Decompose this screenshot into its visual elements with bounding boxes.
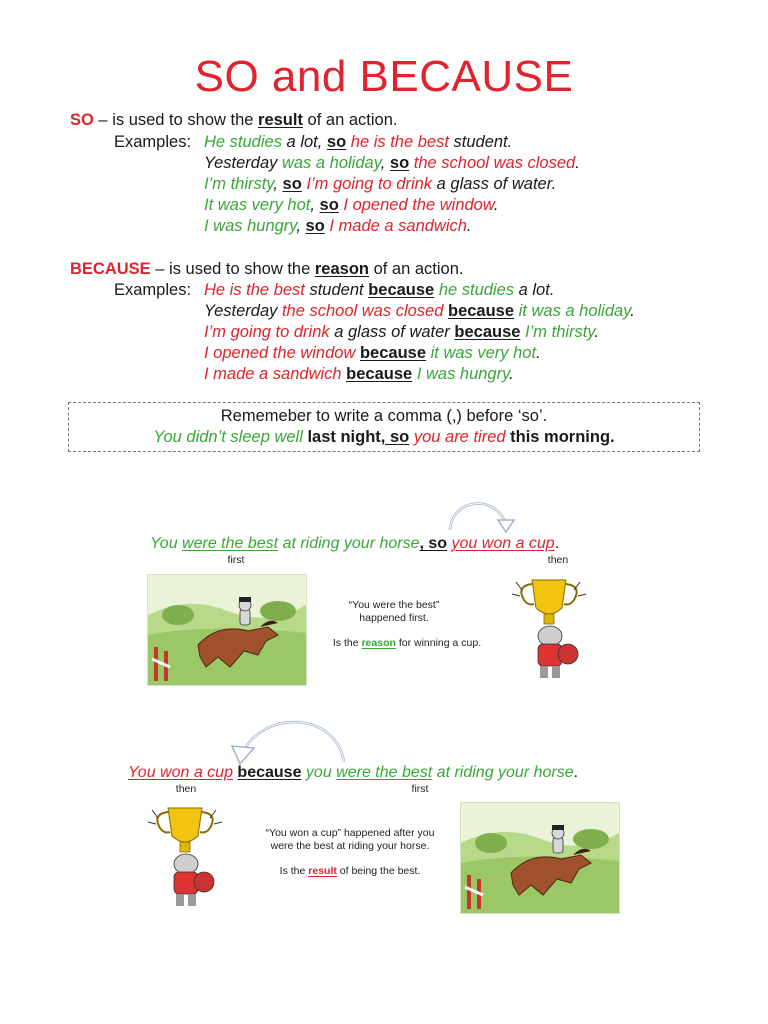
so-def-pre: – is used to show the (93, 111, 259, 129)
d2-cause: were the best (336, 764, 433, 781)
because-ex1-result: He is the best (204, 281, 305, 299)
so-example-4 (204, 195, 498, 216)
so-ex5-result: I made a sandwich (329, 217, 467, 235)
because-ex5-end: . (509, 365, 514, 383)
note-text1: last night (302, 428, 381, 446)
so-ex4-result: I opened the window (343, 196, 494, 214)
because-label: BECAUSE (70, 260, 151, 278)
d1-then-label: then (547, 554, 569, 566)
so-ex1-cause: He studies (204, 133, 282, 151)
because-def-post: of an action. (368, 260, 464, 278)
d2-caption-3 (246, 864, 454, 878)
backward-arrow-icon (226, 718, 350, 766)
so-example-2 (204, 153, 580, 174)
comma-note-line1: Rememeber to write a comma (,) before ‘so’. (220, 407, 548, 425)
so-example-3 (204, 174, 556, 195)
d2-keyword: because (237, 764, 302, 781)
d1-cause: were the best (182, 535, 279, 552)
so-ex4-comma: , (310, 196, 320, 214)
d1-caption-3 (312, 636, 502, 650)
d2-you: you (301, 764, 337, 781)
so-ex3-comma: , (273, 175, 283, 193)
so-ex3-end: a glass of water. (432, 175, 557, 193)
because-ex2-keyword: because (448, 302, 515, 320)
because-def-pre: – is used to show the (150, 260, 315, 278)
because-ex3-text: a glass of water (329, 323, 455, 341)
so-ex3-result: I’m going to drink (306, 175, 433, 193)
because-def-key: reason (314, 260, 369, 278)
d2-cause-rest: at riding your horse (432, 764, 574, 781)
so-ex5-end: . (466, 217, 472, 235)
so-ex1-result: he is the best (350, 133, 449, 151)
because-ex2-cause: it was a holiday (518, 302, 631, 320)
d1-first-label: first (227, 554, 245, 566)
note-text2: this morning. (505, 428, 615, 446)
because-ex4-end: . (536, 344, 541, 362)
because-ex4-cause: it was very hot (430, 344, 537, 362)
d1-cause-rest: at riding your horse (278, 535, 420, 552)
diagram2-sentence (128, 762, 578, 783)
d1-result: you won a cup (451, 535, 555, 552)
d1-cap3-pre: Is the (332, 637, 362, 649)
d2-result: You won a cup (128, 764, 233, 781)
d2-caption-2: were the best at riding your horse. (270, 840, 430, 852)
so-ex2-result: the school was closed (413, 154, 576, 172)
d2-then-label: then (175, 783, 197, 795)
because-example-4 (204, 343, 541, 364)
because-ex3-result: I’m going to drink (204, 323, 330, 341)
d2-caption-1: “You won a cup” happened after you (265, 827, 435, 839)
so-ex2-text: Yesterday (204, 154, 282, 172)
d2-cap3-post: of being the best. (336, 865, 421, 877)
so-def-key: result (258, 111, 303, 129)
d1-you: You (150, 535, 183, 552)
because-example-5 (204, 364, 514, 385)
because-ex1-text: student (304, 281, 369, 299)
because-ex5-cause: I was hungry (416, 365, 510, 383)
d2-cap3-key: result (308, 865, 337, 877)
so-ex2-comma: , (380, 154, 390, 172)
because-ex3-keyword: because (454, 323, 521, 341)
because-ex2-end: . (630, 302, 635, 320)
note-result: you are tired (413, 428, 506, 446)
so-ex3-keyword: so (282, 175, 302, 193)
so-example-5 (204, 216, 472, 237)
d1-end: . (554, 535, 560, 552)
because-example-3 (204, 322, 599, 343)
so-ex2-keyword: so (389, 154, 410, 172)
d1-caption-2: happened first. (359, 612, 429, 624)
d2-cap3-pre: Is the (279, 865, 309, 877)
so-ex2-end: . (575, 154, 580, 172)
so-ex3-cause: I’m thirsty (204, 175, 274, 193)
so-example-1 (204, 132, 512, 153)
so-def-post: of an action. (302, 111, 398, 129)
page-title: SO and BECAUSE (194, 52, 574, 101)
forward-arrow-icon (440, 494, 520, 534)
because-ex4-keyword: because (359, 344, 427, 362)
because-ex3-end: . (594, 323, 599, 341)
note-cause: You didn’t sleep well (153, 428, 303, 446)
so-ex1-keyword: so (326, 133, 347, 151)
because-ex3-cause: I’m thirsty (525, 323, 595, 341)
because-example-2 (204, 301, 635, 322)
d1-cap3-post: for winning a cup. (395, 637, 482, 649)
because-definition (70, 259, 463, 280)
d2-first-label: first (411, 783, 429, 795)
so-definition (70, 110, 397, 131)
so-ex2-cause: was a holiday (281, 154, 381, 172)
because-ex2-text: Yesterday (204, 302, 282, 320)
diagram1-sentence (150, 533, 559, 554)
so-examples-label: Examples: (114, 133, 192, 151)
because-example-1 (204, 280, 554, 301)
horse-riding-image (147, 574, 307, 686)
so-ex1-end: student. (448, 133, 513, 151)
because-examples-label: Examples: (114, 281, 192, 299)
so-label: SO (70, 111, 94, 129)
so-ex5-comma: , (296, 217, 306, 235)
so-ex5-cause: I was hungry (204, 217, 297, 235)
trophy-mouse-image (510, 574, 588, 684)
so-ex4-keyword: so (319, 196, 339, 214)
so-ex4-cause: It was very hot (204, 196, 311, 214)
note-keyword: , so (380, 428, 410, 446)
d1-caption-1: “You were the best” (348, 599, 440, 611)
so-ex5-keyword: so (305, 217, 325, 235)
d1-keyword: , so (419, 535, 448, 552)
because-ex5-result: I made a sandwich (204, 365, 342, 383)
so-ex1-text: a lot, (281, 133, 327, 151)
because-ex1-end: a lot. (514, 281, 555, 299)
because-ex5-keyword: because (346, 365, 413, 383)
so-ex4-end: . (493, 196, 499, 214)
d1-cap3-key: reason (361, 637, 396, 649)
horse-riding-image (460, 802, 620, 914)
d2-end: . (573, 764, 579, 781)
comma-note-line2 (68, 427, 700, 448)
because-ex1-keyword: because (368, 281, 435, 299)
because-ex1-cause: he studies (438, 281, 515, 299)
because-ex2-result: the school was closed (281, 302, 444, 320)
because-ex4-result: I opened the window (204, 344, 356, 362)
trophy-mouse-image (146, 802, 224, 912)
